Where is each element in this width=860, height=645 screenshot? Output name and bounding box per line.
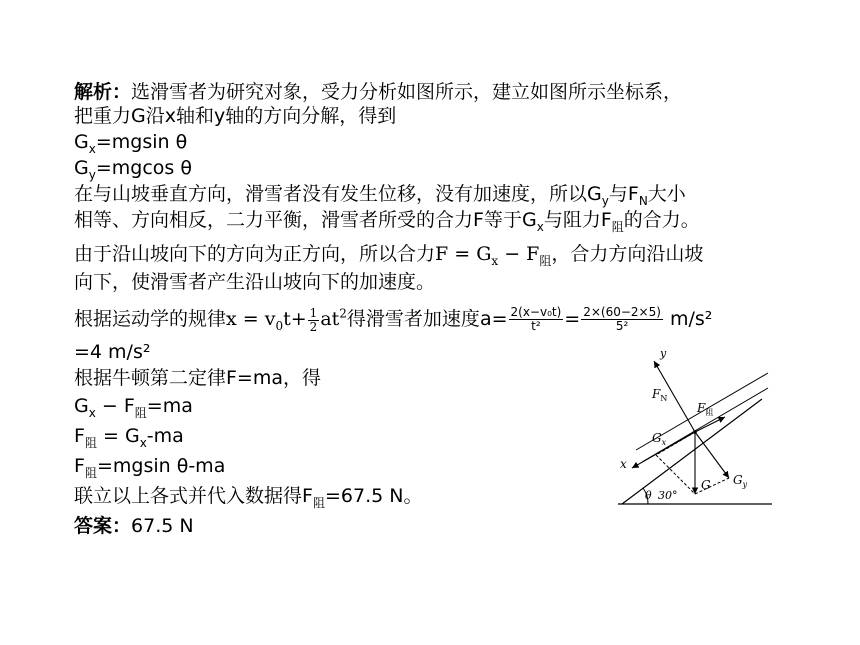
numerator: 2(x−v₀t) [510, 305, 562, 319]
text: 沿 [145, 105, 165, 127]
unit: m/s² [669, 308, 713, 330]
label-gy [733, 473, 748, 489]
symbol: F [123, 395, 135, 417]
text: 轴的方向分解，得到 [225, 105, 397, 127]
line-intro-2 [74, 104, 396, 128]
line-eq-b: $F_阻 = G_x-ma$ [74, 425, 184, 450]
denominator: t² [531, 319, 541, 333]
label-friction [696, 401, 713, 417]
label-fn [651, 387, 667, 403]
symbol: F [526, 243, 540, 265]
subscript: 阻 [611, 219, 624, 234]
label-y-axis: y [660, 347, 667, 360]
label-x-axis: x [620, 457, 627, 471]
text: F [473, 209, 484, 231]
denominator: 5² [615, 319, 629, 333]
symbol: F [600, 209, 612, 231]
text: 根据牛顿第二定律F=ma，得 [74, 367, 322, 389]
line-answer [74, 514, 194, 538]
text: =ma [146, 395, 193, 417]
line-p3 [74, 242, 703, 266]
symbol: G [74, 157, 89, 179]
text: x [164, 105, 177, 127]
line-newton [74, 366, 321, 390]
text: 的合力。 [623, 209, 700, 231]
subscript: y [601, 193, 609, 208]
line-kinematics: 根据运动学的规律$x = v_0t+$ $\frac{1}{2}$ $at^2$得滑雪者加速度a= $\frac{\text{2(x−v₀t)}}{\text{t²}}$ = $\frac{2\times(60-2\times 5)}{\text{5²}}$ m/s² [74, 305, 713, 334]
text: 向下，使滑雪者产生沿山坡向下的加速度。 [74, 271, 436, 293]
subscript: 阻 [134, 405, 147, 420]
subscript: x [491, 253, 499, 268]
symbol: F [74, 455, 85, 477]
text: ，合力方向沿山坡 [551, 243, 704, 265]
subscript: 阻 [539, 253, 552, 268]
subscript: 阻 [84, 465, 97, 480]
text: =67.5 N。 [324, 485, 423, 507]
symbol: F [74, 425, 85, 447]
text: =mgcos θ [95, 157, 192, 179]
kinematics-formula: $x = v_0t+$ $\frac{1}{2}$ $at^2$ [226, 305, 347, 334]
symbol: G [74, 131, 89, 153]
subscript: 阻 [84, 435, 97, 450]
fraction-accel-values [581, 306, 663, 333]
symbol: G [587, 183, 602, 205]
subscript: N [638, 193, 648, 208]
text: =mgsin θ [95, 131, 188, 153]
label-angle-value: 30° [658, 489, 678, 502]
text: 与阻力 [543, 209, 601, 231]
line-p2 [74, 208, 700, 232]
text: y [214, 105, 226, 127]
subscript: 阻 [312, 495, 325, 510]
text: 在与山坡垂直方向，滑雪者没有发生位移，没有加速度，所以 [74, 183, 588, 205]
answer-label: 答案： [74, 515, 132, 537]
line-eq-a: $G_x - F_阻=ma$ [74, 395, 193, 420]
symbol: F [302, 485, 313, 507]
symbol: F [652, 387, 661, 401]
answer-value: 67.5 N [131, 515, 194, 537]
fraction-accel-formula [509, 306, 564, 333]
gy-arrow [695, 432, 729, 478]
text: 与 [608, 183, 628, 205]
subscript: N [660, 394, 668, 403]
text: 由于沿山坡向下的方向为正方向，所以合力 [74, 243, 436, 265]
subscript: x [88, 405, 96, 420]
force-diagram [612, 342, 774, 510]
label-gravity: G [701, 478, 711, 492]
symbol: F [697, 401, 706, 415]
symbol: G [74, 395, 89, 417]
line-gy [74, 156, 192, 180]
subscript: x [536, 219, 544, 234]
text: 等于 [483, 209, 522, 231]
fraction-half: $\frac{1}{2}$ [309, 305, 318, 334]
symbol: G [476, 243, 492, 265]
line-intro-1 [74, 80, 682, 104]
text: 大小 [647, 183, 686, 205]
text: 得滑雪者加速度 [346, 308, 480, 330]
text: 联立以上各式并代入数据得 [74, 485, 303, 507]
text: G [131, 105, 146, 127]
line-accel-result [74, 340, 150, 364]
text: 相等、方向相反，二力平衡，滑雪者所受的合力 [74, 209, 474, 231]
numerator: 2×(60−2×5) [583, 305, 661, 319]
line-eq-c [74, 454, 225, 478]
line-gx [74, 130, 187, 154]
symbol: G [521, 209, 537, 231]
text: 把重力 [74, 105, 132, 127]
text: 轴和 [176, 105, 215, 127]
label-theta: θ [645, 489, 652, 502]
net-force-formula: $F = G_x - F_阻$ [435, 243, 552, 268]
symbol: F [435, 243, 449, 265]
subscript: x [88, 141, 96, 156]
subscript: x [661, 438, 667, 447]
subscript: 阻 [705, 408, 714, 417]
symbol: F [627, 183, 639, 205]
symbol: G [124, 425, 140, 447]
text: =mgsin θ-ma [96, 455, 226, 477]
subscript: y [742, 480, 748, 489]
center-point [693, 430, 697, 434]
line-p4 [74, 270, 435, 294]
text: =4 m/s² [74, 341, 151, 363]
text: 选滑雪者为研究对象，受力分析如图所示，建立如图所示坐标系， [131, 81, 683, 103]
text: a= [479, 308, 508, 330]
line-p1 [74, 182, 686, 206]
text: 根据运动学的规律 [74, 308, 227, 330]
subscript: x [139, 435, 147, 450]
subscript: y [88, 167, 96, 182]
symbol: G [733, 473, 743, 487]
solution-heading: 解析： [74, 81, 132, 103]
text: -ma [146, 425, 184, 447]
line-final [74, 484, 422, 508]
symbol: G [652, 431, 662, 445]
